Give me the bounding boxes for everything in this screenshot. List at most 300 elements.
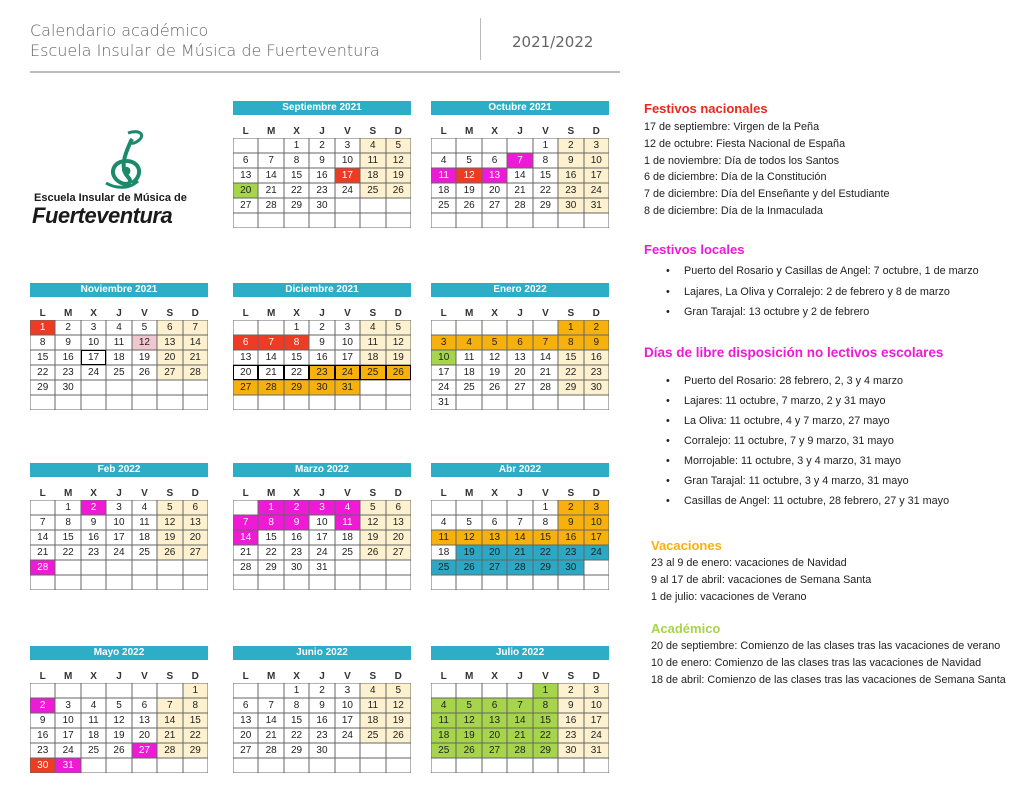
day-cell [55, 395, 80, 410]
day-cell [386, 380, 411, 395]
day-cell: 9 [584, 335, 609, 350]
day-cell: 23 [284, 545, 309, 560]
day-cell: 10 [335, 153, 360, 168]
weekday-header: D [191, 488, 199, 499]
day-cell: 4 [431, 153, 456, 168]
day-cell: 13 [386, 515, 411, 530]
day-cell: 19 [360, 530, 385, 545]
weekday-header: M [464, 488, 474, 499]
day-cell [456, 138, 481, 153]
day-cell: 10 [584, 515, 609, 530]
day-cell: 19 [386, 168, 411, 183]
logo-text-line-1: Escuela Insular de Música de [34, 192, 187, 204]
day-cell: 26 [386, 365, 411, 380]
day-cell: 6 [233, 335, 258, 350]
day-cell: 19 [482, 365, 507, 380]
day-cell [157, 380, 182, 395]
day-cell: 29 [258, 560, 283, 575]
day-cell: 1 [284, 683, 309, 698]
day-cell: 16 [309, 350, 334, 365]
weekday-header: X [491, 488, 498, 499]
month-title: Enero 2022 [431, 283, 609, 297]
day-cell [284, 575, 309, 590]
day-cell: 13 [157, 335, 182, 350]
day-cell: 3 [106, 500, 131, 515]
day-cell [81, 395, 106, 410]
day-cell: 20 [233, 728, 258, 743]
day-cell [360, 743, 385, 758]
day-cell: 7 [258, 153, 283, 168]
day-cell: 16 [55, 350, 80, 365]
day-cell: 17 [584, 530, 609, 545]
day-cell: 27 [233, 743, 258, 758]
day-cell [482, 683, 507, 698]
day-cell: 4 [360, 320, 385, 335]
weekday-header: J [116, 671, 122, 682]
day-cell: 3 [309, 500, 334, 515]
day-cell [284, 213, 309, 228]
day-cell [284, 395, 309, 410]
day-cell: 11 [132, 515, 157, 530]
day-cell [132, 575, 157, 590]
day-cell: 20 [183, 530, 208, 545]
legend-item: • La Oliva: 11 octubre, 4 y 7 marzo, 27 mayo [644, 411, 949, 431]
day-cell [558, 395, 583, 410]
day-cell: 4 [132, 500, 157, 515]
day-cell [258, 758, 283, 773]
day-cell [233, 575, 258, 590]
day-cell: 29 [533, 198, 558, 213]
day-cell: 6 [233, 698, 258, 713]
weekday-header: D [592, 671, 600, 682]
day-cell: 16 [30, 728, 55, 743]
day-cell: 5 [132, 320, 157, 335]
weekday-header: V [141, 488, 148, 499]
day-cell [507, 138, 532, 153]
day-cell: 6 [132, 698, 157, 713]
day-cell [360, 758, 385, 773]
day-cell [507, 320, 532, 335]
day-cell: 11 [360, 153, 385, 168]
day-cell [584, 758, 609, 773]
day-cell: 14 [258, 713, 283, 728]
day-cell [309, 758, 334, 773]
weekday-header: M [63, 671, 73, 682]
weekday-header: J [517, 126, 523, 137]
day-cell: 28 [507, 560, 532, 575]
day-cell [431, 575, 456, 590]
day-cell: 26 [386, 183, 411, 198]
day-cell: 22 [55, 545, 80, 560]
weekday-header: X [90, 671, 97, 682]
weekday-header: L [440, 126, 447, 137]
day-cell: 27 [482, 198, 507, 213]
weekday-header: X [491, 308, 498, 319]
day-cell: 2 [309, 320, 334, 335]
legend-item: • Casillas de Angel: 11 octubre, 28 febrero, 27 y 31 mayo [644, 491, 949, 511]
day-cell: 26 [106, 743, 131, 758]
day-cell: 22 [30, 365, 55, 380]
legend-libre-disposicion [644, 345, 949, 511]
month-grid [431, 125, 609, 228]
day-cell: 30 [309, 198, 334, 213]
weekday-header: X [491, 126, 498, 137]
month-title: Julio 2022 [431, 646, 609, 660]
weekday-header: J [517, 488, 523, 499]
day-cell [482, 395, 507, 410]
day-cell [183, 575, 208, 590]
day-cell: 21 [507, 545, 532, 560]
weekday-header: S [369, 671, 377, 682]
day-cell: 25 [456, 380, 481, 395]
day-cell: 28 [533, 380, 558, 395]
day-cell: 13 [233, 713, 258, 728]
day-cell: 23 [81, 545, 106, 560]
weekday-header: L [39, 671, 46, 682]
day-cell: 30 [309, 743, 334, 758]
day-cell: 12 [456, 713, 481, 728]
day-cell: 19 [132, 350, 157, 365]
day-cell: 18 [360, 713, 385, 728]
day-cell [335, 198, 360, 213]
weekday-header: L [39, 488, 46, 499]
day-cell: 18 [132, 530, 157, 545]
day-cell [482, 500, 507, 515]
day-cell: 4 [456, 335, 481, 350]
day-cell: 14 [183, 335, 208, 350]
day-cell: 7 [30, 515, 55, 530]
day-cell: 23 [30, 743, 55, 758]
weekday-header: D [191, 308, 199, 319]
day-cell: 5 [482, 335, 507, 350]
day-cell: 7 [507, 698, 532, 713]
day-cell: 29 [558, 380, 583, 395]
day-cell: 6 [233, 153, 258, 168]
day-cell: 13 [183, 515, 208, 530]
day-cell [431, 758, 456, 773]
day-cell [431, 138, 456, 153]
day-cell: 22 [258, 545, 283, 560]
day-cell: 13 [233, 168, 258, 183]
day-cell [132, 380, 157, 395]
day-cell [533, 575, 558, 590]
day-cell: 4 [360, 138, 385, 153]
day-cell: 15 [533, 168, 558, 183]
day-cell [360, 380, 385, 395]
day-cell [258, 395, 283, 410]
day-cell: 28 [258, 380, 283, 395]
weekday-header: L [242, 308, 249, 319]
weekday-header: V [344, 488, 351, 499]
day-cell: 2 [309, 683, 334, 698]
day-cell [132, 560, 157, 575]
day-cell: 15 [558, 350, 583, 365]
day-cell: 27 [183, 545, 208, 560]
weekday-header: J [319, 488, 325, 499]
weekday-header: X [90, 488, 97, 499]
day-cell [386, 758, 411, 773]
weekday-header: L [440, 308, 447, 319]
weekday-header: M [464, 308, 474, 319]
day-cell [157, 683, 182, 698]
day-cell [183, 758, 208, 773]
month-calendar [233, 463, 411, 590]
day-cell: 11 [431, 713, 456, 728]
day-cell [431, 320, 456, 335]
day-cell: 8 [30, 335, 55, 350]
legend-item: • Lajares: 11 octubre, 7 marzo, 2 y 31 mayo [644, 391, 949, 411]
weekday-header: J [517, 308, 523, 319]
weekday-header: X [293, 308, 300, 319]
month-title: Marzo 2022 [233, 463, 411, 477]
day-cell: 10 [106, 515, 131, 530]
day-cell: 21 [507, 183, 532, 198]
weekday-header: S [369, 126, 377, 137]
day-cell: 24 [584, 183, 609, 198]
weekday-header: M [266, 488, 276, 499]
day-cell [482, 213, 507, 228]
day-cell: 7 [183, 320, 208, 335]
weekday-header: D [394, 126, 402, 137]
day-cell: 31 [335, 380, 360, 395]
school-logo [28, 125, 208, 228]
day-cell: 14 [157, 713, 182, 728]
day-cell [233, 320, 258, 335]
day-cell: 27 [132, 743, 157, 758]
day-cell: 29 [183, 743, 208, 758]
weekday-header: L [242, 126, 249, 137]
day-cell [233, 500, 258, 515]
day-cell [456, 500, 481, 515]
weekday-header: X [293, 126, 300, 137]
day-cell: 2 [584, 320, 609, 335]
day-cell: 13 [482, 168, 507, 183]
day-cell: 25 [132, 545, 157, 560]
day-cell: 14 [507, 530, 532, 545]
day-cell [106, 575, 131, 590]
day-cell [360, 575, 385, 590]
day-cell [507, 575, 532, 590]
day-cell: 17 [81, 350, 106, 365]
day-cell: 24 [335, 183, 360, 198]
day-cell: 31 [309, 560, 334, 575]
day-cell: 27 [157, 365, 182, 380]
day-cell: 28 [258, 743, 283, 758]
day-cell: 25 [335, 545, 360, 560]
day-cell: 31 [431, 395, 456, 410]
day-cell [132, 758, 157, 773]
day-cell: 19 [386, 713, 411, 728]
day-cell: 14 [258, 350, 283, 365]
weekday-header: V [141, 308, 148, 319]
day-cell [482, 758, 507, 773]
day-cell: 6 [157, 320, 182, 335]
day-cell: 5 [456, 515, 481, 530]
day-cell: 30 [55, 380, 80, 395]
weekday-header: L [242, 488, 249, 499]
day-cell [106, 683, 131, 698]
day-cell: 24 [584, 545, 609, 560]
day-cell: 15 [55, 530, 80, 545]
day-cell: 25 [81, 743, 106, 758]
day-cell: 6 [183, 500, 208, 515]
day-cell [335, 743, 360, 758]
weekday-header: M [464, 126, 474, 137]
day-cell: 26 [456, 560, 481, 575]
legend-item: 7 de diciembre: Día del Enseñante y del Estudiante [644, 188, 890, 201]
day-cell: 7 [233, 515, 258, 530]
day-cell: 11 [360, 698, 385, 713]
day-cell: 18 [360, 168, 385, 183]
day-cell: 11 [431, 530, 456, 545]
weekday-header: J [319, 126, 325, 137]
day-cell: 15 [30, 350, 55, 365]
month-title: Feb 2022 [30, 463, 208, 477]
legend-item: 12 de octubre: Fiesta Nacional de España [644, 137, 846, 150]
day-cell: 20 [482, 728, 507, 743]
day-cell [360, 198, 385, 213]
day-cell [81, 758, 106, 773]
day-cell: 9 [558, 698, 583, 713]
day-cell [55, 575, 80, 590]
month-title: Junio 2022 [233, 646, 411, 660]
day-cell: 10 [431, 350, 456, 365]
day-cell: 3 [335, 683, 360, 698]
day-cell: 23 [309, 728, 334, 743]
day-cell [584, 213, 609, 228]
weekday-header: V [344, 671, 351, 682]
day-cell [81, 575, 106, 590]
day-cell: 3 [55, 698, 80, 713]
day-cell: 5 [386, 683, 411, 698]
day-cell: 21 [233, 545, 258, 560]
day-cell: 10 [309, 515, 334, 530]
day-cell: 27 [386, 545, 411, 560]
day-cell [132, 683, 157, 698]
month-grid [233, 670, 411, 773]
day-cell: 17 [431, 365, 456, 380]
day-cell: 1 [55, 500, 80, 515]
day-cell: 23 [584, 365, 609, 380]
day-cell: 26 [157, 545, 182, 560]
day-cell [157, 560, 182, 575]
day-cell: 23 [55, 365, 80, 380]
day-cell: 12 [456, 530, 481, 545]
day-cell: 1 [558, 320, 583, 335]
day-cell: 9 [309, 698, 334, 713]
day-cell: 8 [558, 335, 583, 350]
day-cell [335, 575, 360, 590]
day-cell: 23 [309, 365, 334, 380]
day-cell [183, 560, 208, 575]
weekday-header: V [542, 671, 549, 682]
weekday-header: S [567, 671, 575, 682]
day-cell [106, 758, 131, 773]
legend-item: 1 de noviembre: Día de todos los Santos [644, 154, 840, 167]
day-cell: 31 [584, 198, 609, 213]
day-cell: 9 [558, 515, 583, 530]
month-title: Septiembre 2021 [233, 101, 411, 115]
day-cell: 3 [81, 320, 106, 335]
weekday-header: J [319, 308, 325, 319]
day-cell [335, 213, 360, 228]
day-cell: 4 [431, 698, 456, 713]
day-cell: 28 [183, 365, 208, 380]
day-cell [360, 560, 385, 575]
legend-festivos-nacionales [644, 101, 889, 220]
month-calendar [431, 463, 609, 590]
weekday-header: V [542, 126, 549, 137]
day-cell [335, 395, 360, 410]
day-cell: 22 [533, 728, 558, 743]
day-cell [456, 395, 481, 410]
day-cell: 16 [309, 168, 334, 183]
day-cell: 12 [132, 335, 157, 350]
weekday-header: S [369, 308, 377, 319]
day-cell [233, 213, 258, 228]
day-cell: 18 [335, 530, 360, 545]
day-cell: 16 [558, 168, 583, 183]
day-cell: 14 [507, 168, 532, 183]
month-calendar [30, 283, 208, 410]
header-rule [30, 71, 620, 73]
month-grid [233, 307, 411, 410]
day-cell: 26 [482, 380, 507, 395]
legend-item: • Gran Tarajal: 13 octubre y 2 de febrero [644, 302, 979, 323]
day-cell: 27 [482, 560, 507, 575]
day-cell [456, 575, 481, 590]
day-cell: 20 [157, 350, 182, 365]
weekday-header: D [592, 308, 600, 319]
weekday-header: D [191, 671, 199, 682]
weekday-header: D [592, 126, 600, 137]
day-cell [157, 395, 182, 410]
weekday-header: L [440, 488, 447, 499]
day-cell [258, 575, 283, 590]
day-cell [386, 575, 411, 590]
legend-item: • Morrojable: 11 octubre, 3 y 4 marzo, 31 mayo [644, 451, 949, 471]
day-cell: 19 [456, 183, 481, 198]
month-title: Octubre 2021 [431, 101, 609, 115]
day-cell: 15 [258, 530, 283, 545]
day-cell: 5 [106, 698, 131, 713]
day-cell [258, 320, 283, 335]
day-cell: 22 [558, 365, 583, 380]
day-cell: 30 [30, 758, 55, 773]
day-cell: 26 [132, 365, 157, 380]
month-title: Diciembre 2021 [233, 283, 411, 297]
weekday-header: V [141, 671, 148, 682]
day-cell: 5 [157, 500, 182, 515]
day-cell [335, 758, 360, 773]
day-cell: 29 [533, 560, 558, 575]
day-cell: 30 [309, 380, 334, 395]
legend-item: 6 de diciembre: Día de la Constitución [644, 171, 827, 184]
day-cell: 27 [233, 380, 258, 395]
day-cell [360, 213, 385, 228]
day-cell: 9 [558, 153, 583, 168]
day-cell: 24 [106, 545, 131, 560]
weekday-header: D [394, 671, 402, 682]
month-calendar [431, 101, 609, 228]
day-cell: 21 [258, 728, 283, 743]
day-cell [284, 758, 309, 773]
day-cell [386, 560, 411, 575]
day-cell: 17 [55, 728, 80, 743]
day-cell: 1 [30, 320, 55, 335]
day-cell [482, 575, 507, 590]
day-cell: 6 [482, 153, 507, 168]
